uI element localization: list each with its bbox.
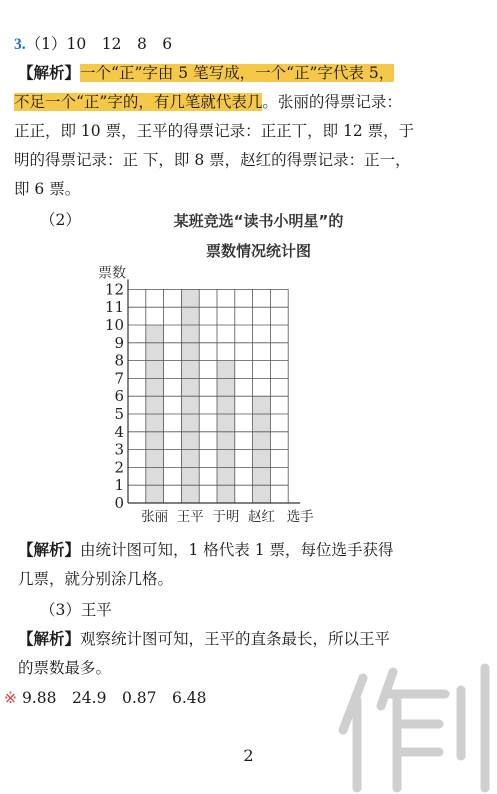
analysis3-text-a: 观察统计图可知，王平的直条最长，所以王平 [80, 630, 391, 648]
y-axis-label: 票数 [98, 265, 126, 282]
part2-label: （2） [40, 211, 81, 229]
y-tick-label: 11 [104, 298, 124, 317]
analysis1-line-e [14, 177, 80, 199]
analysis3-line-a [18, 627, 390, 649]
page-number: 2 [243, 746, 254, 765]
y-tick-label: 10 [104, 316, 124, 334]
analysis1-highlight-a: 一个“正”字由 5 笔写成，一个“正”字代表 5， [80, 64, 395, 82]
x-axis-label: 选手 [286, 509, 314, 525]
reference-mark: ※ [4, 689, 17, 707]
y-tick-label: 7 [114, 369, 124, 388]
part1-label: （1） [25, 35, 67, 53]
watermark-logo [335, 660, 497, 794]
analysis2-text-b: 几票，就分别涂几格。 [18, 570, 174, 588]
x-category-label: 张丽 [141, 509, 169, 525]
analysis2-line-b [18, 567, 173, 589]
analysis2-text-a: 由统计图可知，1 格代表 1 票，每位选手获得 [80, 541, 394, 559]
analysis-label-3: 【解析】 [18, 629, 81, 648]
analysis1-line-d [14, 148, 411, 170]
extra-answers-line [4, 686, 207, 708]
extra-answers: 9.88 24.9 0.87 6.48 [21, 689, 207, 707]
y-tick-label: 6 [114, 387, 124, 406]
y-tick-label: 8 [114, 351, 124, 370]
analysis1-text-e: 即 6 票。 [14, 180, 81, 198]
analysis3-text-b: 的票数最多。 [18, 659, 112, 677]
bar-chart [0, 262, 497, 532]
analysis-label: 【解析】 [18, 63, 81, 82]
analysis1-line-c [14, 119, 414, 141]
y-tick-label: 12 [104, 280, 124, 299]
chart-subtitle: 票数情况统计图 [205, 242, 311, 260]
analysis1-highlight-b: 不足一个“正”字的，有几笔就代表几 [14, 93, 263, 111]
analysis1-text-b: 。张丽的得票记录： [262, 93, 402, 111]
y-tick-label: 2 [114, 458, 124, 477]
analysis1-line-b [14, 90, 402, 112]
y-tick-label: 1 [114, 476, 124, 495]
part1-answers: 10 12 8 6 [66, 35, 173, 53]
y-tick-label: 9 [114, 333, 124, 352]
y-tick-label: 3 [114, 440, 124, 459]
part3-line: （3）王平 [40, 601, 112, 619]
y-tick-label: 5 [114, 405, 124, 423]
analysis3-line-b [18, 656, 111, 678]
x-category-label: 王平 [176, 509, 204, 525]
analysis1-line-a [18, 61, 394, 83]
analysis2-line-a [18, 538, 394, 560]
y-tick-label: 4 [114, 422, 124, 441]
y-tick-label: 0 [114, 494, 124, 512]
q3-part1-line [14, 32, 172, 54]
analysis1-text-d: 明的得票记录：正 下，即 8 票，赵红的得票记录：正一， [14, 151, 411, 169]
x-category-label: 于明 [212, 509, 240, 525]
analysis-label-2: 【解析】 [18, 540, 81, 559]
x-category-label: 赵红 [248, 509, 275, 525]
chart-title: 某班竞选“读书小明星”的 [173, 212, 344, 230]
question-number: 3. [14, 36, 26, 53]
analysis1-text-c: 正正，即 10 票，王平的得票记录：正正丅，即 12 票，于 [14, 122, 415, 140]
